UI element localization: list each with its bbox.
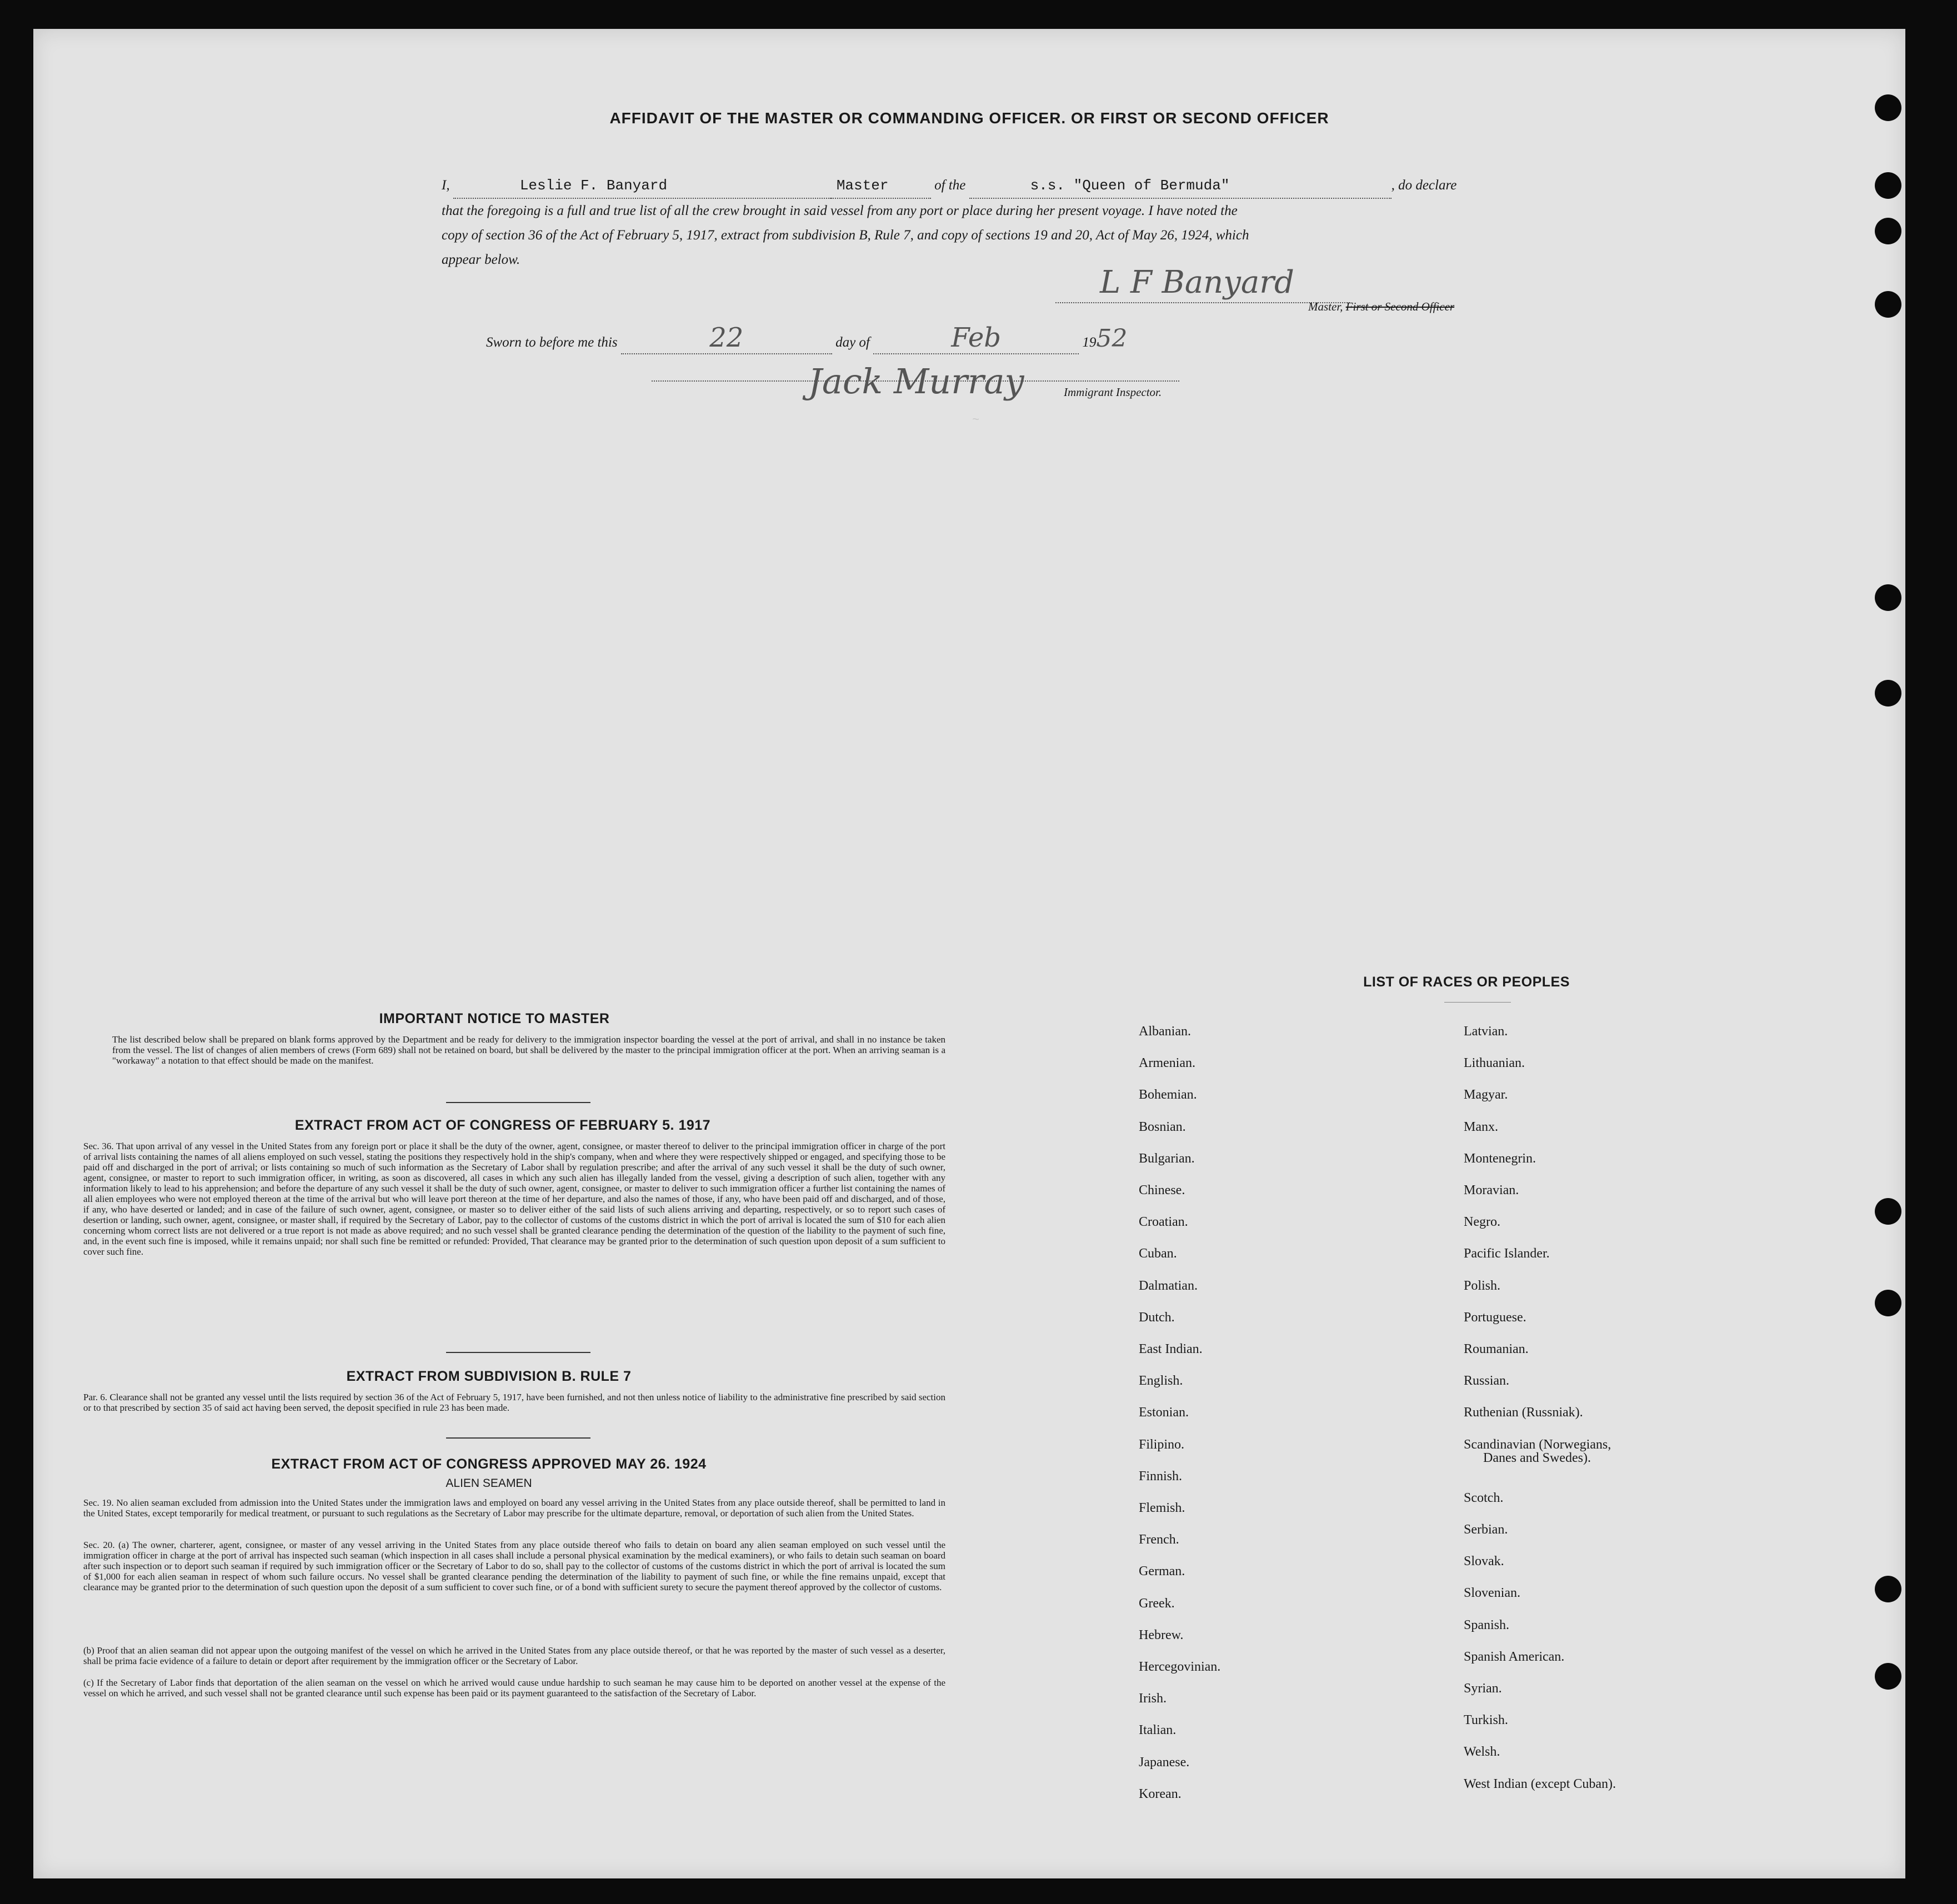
extract-1924-sec20b: (b) Proof that an alien seaman did not appear upon the outgoing manifest of the vessel on which he arrived in the United States from any place outside thereof, or that he was reported by the master of such vessel as a deserter, shall be prima facie evidence of a failure to detain or deport after requirement by the immigration officer or the Secretary of Labor. xyxy=(83,1645,945,1666)
race-item: Danes and Swedes). xyxy=(1483,1450,1591,1465)
affidavit-line-1 xyxy=(442,173,1530,199)
race-item: Scandinavian (Norwegians, xyxy=(1464,1437,1611,1452)
race-item: Syrian. xyxy=(1464,1681,1502,1696)
master-label: Master, xyxy=(1308,300,1343,313)
master-name: Leslie F. Banyard xyxy=(519,177,668,194)
race-item: Estonian. xyxy=(1139,1405,1189,1420)
affidavit-body xyxy=(442,173,1530,272)
signature-line xyxy=(1055,302,1350,303)
affidavit-text-line: copy of section 36 of the Act of February 5, 1917, extract from subdivision B, Rule 7, and copy of sections 19 and 20, Act of May 26, 1924, which xyxy=(442,228,1249,243)
race-item: Ruthenian (Russniak). xyxy=(1464,1405,1583,1420)
race-item: Italian. xyxy=(1139,1723,1177,1738)
race-item: Chinese. xyxy=(1139,1183,1185,1197)
race-item: Negro. xyxy=(1464,1215,1500,1230)
race-item: Manx. xyxy=(1464,1119,1498,1134)
affidavit-text-line: appear below. xyxy=(442,252,520,267)
punch-hole xyxy=(1875,1663,1901,1690)
notice-heading: IMPORTANT NOTICE TO MASTER xyxy=(379,1011,610,1026)
race-item: Magyar. xyxy=(1464,1088,1508,1103)
extract-rule7-heading: EXTRACT FROM SUBDIVISION B. RULE 7 xyxy=(346,1369,632,1384)
rank-value: Master xyxy=(836,177,889,194)
sworn-label: Sworn to before me this xyxy=(486,335,618,350)
race-item: East Indian. xyxy=(1139,1342,1203,1356)
vessel-field xyxy=(969,173,1392,199)
race-item: Dalmatian. xyxy=(1139,1278,1198,1293)
race-item: Dutch. xyxy=(1139,1310,1175,1325)
year-prefix: 19 xyxy=(1082,335,1097,350)
month-field xyxy=(873,322,1079,354)
race-item: Spanish American. xyxy=(1464,1649,1565,1664)
struck-officer-label: First or Second Officer xyxy=(1345,300,1455,313)
extract-1924-sec20a: Sec. 20. (a) The owner, charterer, agent, consignee, or master of any vessel arriving in the United States from any place outside thereof who fails to detain on board any alien seaman employed on such vessel until the immigration officer in charge at the port of arrival has inspected such seaman (which inspection in all cases shall include a personal physical examination by the medical examiners), or who fails to detain such seaman on board after such inspection or to deport such seaman if required by such immigration officer or the Secretary of Labor to do so, shall pay to the collector of customs of the customs district in which the port of arrival is located the sum of $1,000 for each alien seaman in respect of whom such failure occurs. No vessel shall be granted clearance pending the determination of the liability to payment of such fine, or while the fine remains unpaid, except that clearance may be granted prior to the determination of such question upon the deposit of a sum sufficient to cover such fine, or of a bond with sufficient surety to secure the payment thereof approved by the collector of customs. xyxy=(83,1540,945,1592)
race-item: Greek. xyxy=(1139,1596,1175,1611)
alien-seamen-subheading: ALIEN SEAMEN xyxy=(446,1477,532,1490)
race-item: Spanish. xyxy=(1464,1617,1510,1632)
punch-hole xyxy=(1875,291,1901,318)
race-item: Polish. xyxy=(1464,1278,1501,1293)
punch-hole xyxy=(1875,218,1901,244)
punch-hole xyxy=(1875,1576,1901,1602)
divider xyxy=(1444,1002,1511,1003)
inspector-signature: Jack Murray xyxy=(808,361,1024,402)
race-item: Japanese. xyxy=(1139,1755,1190,1770)
race-item: Finnish. xyxy=(1139,1469,1183,1484)
vessel-name: s.s. "Queen of Bermuda" xyxy=(1030,177,1230,194)
punch-hole xyxy=(1875,1198,1901,1225)
master-signature: L F Banyard xyxy=(1100,264,1294,300)
race-item: Pacific Islander. xyxy=(1464,1246,1550,1261)
race-item: Filipino. xyxy=(1139,1437,1185,1452)
affidavit-text-line: that the foregoing is a full and true list of all the crew brought in said vessel from any port or place during her present voyage. I have noted the xyxy=(442,203,1238,218)
race-item: Bulgarian. xyxy=(1139,1151,1195,1166)
document-page xyxy=(33,29,1905,1878)
race-item: Irish. xyxy=(1139,1691,1167,1706)
inspector-label: Immigrant Inspector. xyxy=(1064,385,1162,399)
divider xyxy=(446,1102,590,1103)
race-item: Turkish. xyxy=(1464,1713,1508,1728)
race-item: Cuban. xyxy=(1139,1246,1177,1261)
punch-hole xyxy=(1875,584,1901,611)
race-item: Roumanian. xyxy=(1464,1342,1529,1356)
year-value: 52 xyxy=(1096,324,1128,353)
race-item: German. xyxy=(1139,1564,1185,1579)
race-item: French. xyxy=(1139,1532,1179,1547)
race-item: Serbian. xyxy=(1464,1522,1508,1537)
race-item: Slovak. xyxy=(1464,1554,1504,1569)
race-item: Croatian. xyxy=(1139,1215,1188,1230)
extract-1917-heading: EXTRACT FROM ACT OF CONGRESS OF FEBRUARY 5. 1917 xyxy=(294,1118,711,1133)
day-value: 22 xyxy=(709,322,744,353)
punch-hole xyxy=(1875,680,1901,707)
sworn-line xyxy=(486,322,1127,354)
race-item: Albanian. xyxy=(1139,1024,1191,1039)
extract-1924-sec20c: (c) If the Secretary of Labor finds that deportation of the alien seaman on the vessel on which he arrived would cause undue hardship to such seaman he may cause him to be deported on another vessel at the expense of the vessel on which he arrived, and such vessel shall not be granted clearance until such expense has been paid or its payment guaranteed to the satisfaction of the Secretary of Labor. xyxy=(83,1677,945,1698)
race-item: Bosnian. xyxy=(1139,1119,1186,1134)
month-value: Feb xyxy=(951,322,1002,353)
punch-hole xyxy=(1875,172,1901,199)
affidavit-title: AFFIDAVIT OF THE MASTER OR COMMANDING OFFICER. OR FIRST OR SECOND OFFICER xyxy=(609,109,1329,127)
rank-field xyxy=(831,173,931,199)
race-item: Hercegovinian. xyxy=(1139,1660,1221,1674)
master-officer-label xyxy=(1308,300,1454,314)
extract-rule7-text: Par. 6. Clearance shall not be granted any vessel until the lists required by section 36 of the Act of February 5, 1917, have been furnished, and not then unless notice of liability to the administrative fine prescribed by said section or to that prescribed by section 35 of said act having been served, the deposit specified in rule 23 has been made. xyxy=(83,1392,945,1413)
race-item: Portuguese. xyxy=(1464,1310,1526,1325)
race-item: Korean. xyxy=(1139,1786,1182,1801)
race-item: Hebrew. xyxy=(1139,1627,1184,1642)
divider xyxy=(446,1437,590,1439)
race-item: Welsh. xyxy=(1464,1745,1500,1760)
of-the-label: of the xyxy=(934,178,966,193)
punch-hole xyxy=(1875,1290,1901,1316)
divider xyxy=(446,1352,590,1353)
bleed-through-text: ~ xyxy=(972,413,980,427)
do-declare-label: , do declare xyxy=(1391,178,1457,193)
race-item: Russian. xyxy=(1464,1374,1510,1389)
extract-1924-sec19: Sec. 19. No alien seaman excluded from admission into the United States under the immigration laws and employed on board any vessel arriving in the United States from any place outside thereof, shall be permitted to land in the United States, except temporarily for medical treatment, or pursuant to such regulations as the Secretary of Labor may prescribe for the ultimate departure, removal, or deportation of such alien from the United States. xyxy=(83,1497,945,1519)
race-item: Bohemian. xyxy=(1139,1088,1197,1103)
extract-1917-text: Sec. 36. That upon arrival of any vessel in the United States from any foreign port or place it shall be the duty of the owner, agent, consignee, or master thereof to deliver to the principal immigration officer in charge of the port of arrival lists containing the names of all aliens employed on such vessel, stating the positions they respectively hold in the ship's company, when and where they were respectively shipped or engaged, and specifying those to be paid off and discharged in the port of arrival; or lists containing so much of such information as the Secretary of Labor shall by regulation prescribe; and after the arrival of any such vessel it shall be the duty of such owner, agent, consignee, or master to report to such immigration officer, in writing, as soon as discovered, all cases in which any such alien has illegally landed from the vessel, giving a description of such alien, together with any information likely to lead to his apprehension; and before the departure of any such vessel it shall be the duty of such owner, agent, consignee, or master to deliver to such immigration officer a further list containing the names of all alien employees who were not employed thereon at the time of the arrival but who will leave port thereon at the time of her departure, and also the names of those, if any, who have been paid off and discharged, and of those, if any, who have deserted or landed; and in case of the failure of such owner, agent, consignee, or master so to deliver either of the said lists of such aliens arriving and departing, respectively, or so to report such cases of desertion or landing, such owner, agent, consignee, or master shall, if required by the Secretary of Labor, pay to the collector of customs of the customs district in which the port of arrival is located the sum of $10 for each alien concerning whom correct lists are not delivered or a true report is not made as above required; and no such vessel shall be granted clearance pending the determination of the question of the liability to the payment of such fine, and, in the event such fine is imposed, while it remains unpaid; nor shall such fine be remitted or refunded: Provided, That clearance may be granted prior to the determination of such question upon deposit of a sum sufficient to cover such fine. xyxy=(83,1141,945,1257)
race-item: Lithuanian. xyxy=(1464,1056,1525,1071)
race-item: Slovenian. xyxy=(1464,1586,1520,1601)
master-name-field xyxy=(453,173,831,199)
races-heading: LIST OF RACES OR PEOPLES xyxy=(1363,974,1570,990)
race-item: Latvian. xyxy=(1464,1024,1508,1039)
race-item: Moravian. xyxy=(1464,1183,1519,1197)
notice-text: The list described below shall be prepared on blank forms approved by the Department and be ready for delivery to the immigration inspector boarding the vessel at the port of arrival, and shall in no instance be taken from the vessel. The list of changes of alien members of crews (Form 689) shall not be retained on board, but shall be delivered by the master to the principal immigration officer at the port. When an arriving seaman is a "workaway" a notation to that effect should be made on the manifest. xyxy=(112,1034,945,1066)
i-label: I, xyxy=(442,178,450,193)
race-item: Flemish. xyxy=(1139,1501,1185,1515)
day-of-label: day of xyxy=(835,335,870,350)
inspector-line xyxy=(652,380,1179,382)
race-item: Scotch. xyxy=(1464,1490,1504,1505)
day-field xyxy=(621,322,832,354)
race-item: West Indian (except Cuban). xyxy=(1464,1776,1616,1791)
race-item: Montenegrin. xyxy=(1464,1151,1536,1166)
race-item: English. xyxy=(1139,1374,1183,1389)
extract-1924-heading: EXTRACT FROM ACT OF CONGRESS APPROVED MAY 26. 1924 xyxy=(271,1456,707,1472)
race-item: Armenian. xyxy=(1139,1056,1195,1071)
